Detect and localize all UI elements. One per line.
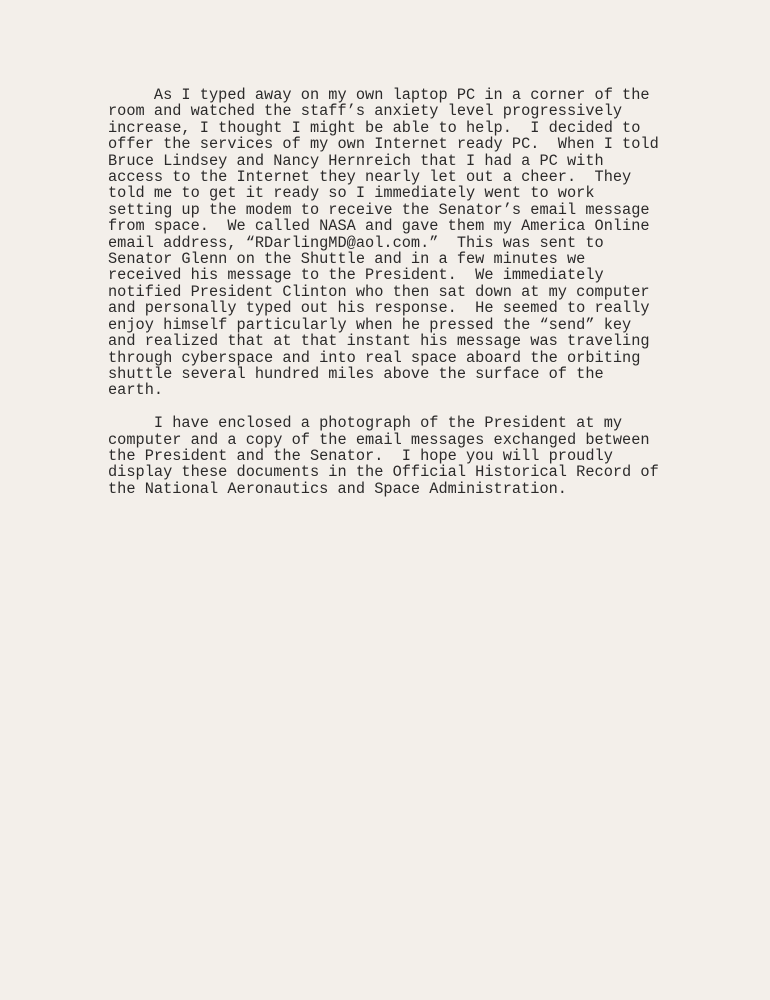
text-line: and personally typed out his response. He seemed to really (108, 299, 650, 318)
text-line: received his message to the President. We immediately (108, 266, 604, 285)
text-line: display these documents in the Official Historical Record of (108, 463, 659, 482)
text-line: the National Aeronautics and Space Administration. (108, 479, 567, 498)
letter-body (108, 87, 659, 497)
text-line: told me to get it ready so I immediately went to work (108, 184, 595, 203)
text-line: I have enclosed a photograph of the President at my (108, 414, 623, 433)
text-line: email address, “RDarlingMD@aol.com.” This was sent to (108, 233, 604, 252)
text-line: room and watched the staff’s anxiety level progressively (108, 102, 623, 121)
text-line: Senator Glenn on the Shuttle and in a few minutes we (108, 250, 586, 269)
paragraph-2 (108, 415, 659, 497)
text-line: setting up the modem to receive the Senator’s email message (108, 200, 650, 219)
text-line: notified President Clinton who then sat down at my computer (108, 282, 650, 301)
text-line: and realized that at that instant his message was traveling (108, 332, 650, 351)
text-line: from space. We called NASA and gave them my America Online (108, 217, 650, 236)
text-line: enjoy himself particularly when he pressed the “send” key (108, 315, 632, 334)
text-line: shuttle several hundred miles above the surface of the (108, 364, 604, 383)
text-line: As I typed away on my own laptop PC in a corner of the (108, 86, 650, 104)
text-line: increase, I thought I might be able to help. I decided to (108, 118, 641, 137)
text-line: offer the services of my own Internet ready PC. When I told (108, 135, 659, 154)
paragraph-1 (108, 87, 659, 399)
text-line: through cyberspace and into real space aboard the orbiting (108, 348, 641, 367)
text-line: access to the Internet they nearly let out a cheer. They (108, 168, 632, 187)
text-line: earth. (108, 381, 164, 400)
text-line: Bruce Lindsey and Nancy Hernreich that I had a PC with (108, 151, 604, 170)
text-line: the President and the Senator. I hope you will proudly (108, 446, 613, 465)
text-line: computer and a copy of the email messages exchanged between (108, 430, 650, 449)
